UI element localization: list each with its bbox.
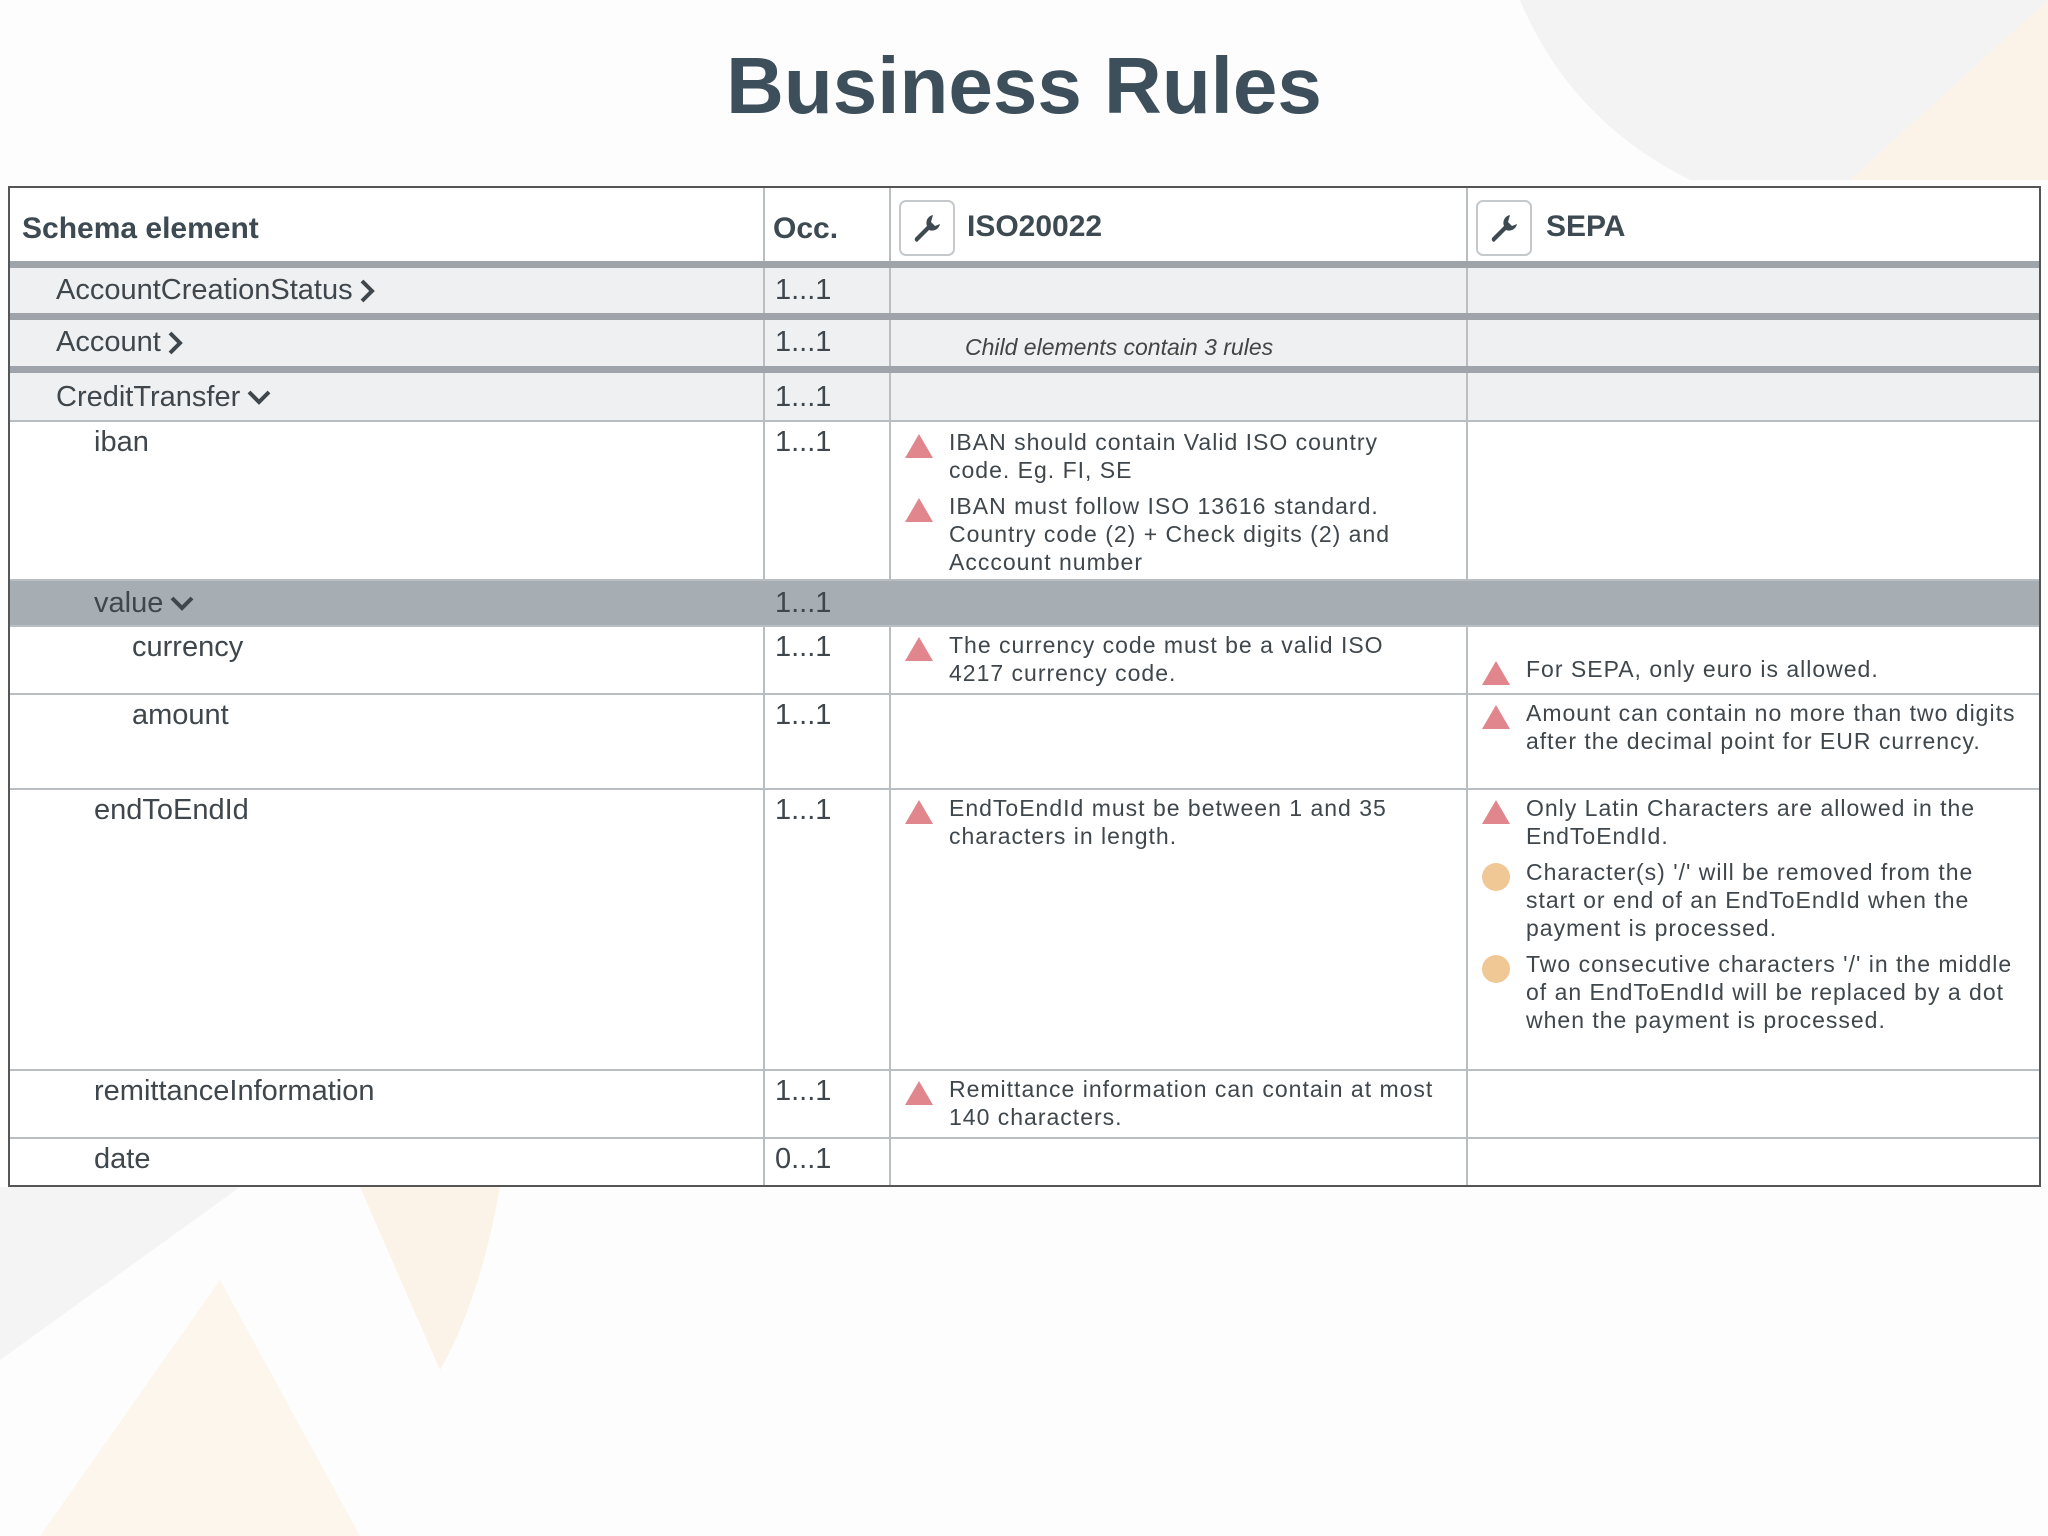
header-sepa-label: SEPA — [1546, 210, 1626, 243]
error-triangle-icon — [903, 798, 935, 826]
element-name: amount — [132, 699, 229, 731]
occurrence: 1...1 — [775, 699, 832, 731]
element-name: iban — [94, 426, 149, 458]
error-triangle-icon — [903, 1079, 935, 1107]
header-iso20022 — [891, 188, 1468, 261]
header-occ — [765, 188, 891, 261]
rule-item — [1480, 950, 2020, 1034]
element-name: AccountCreationStatus — [56, 274, 353, 306]
table-row[interactable] — [10, 422, 2039, 581]
table-row[interactable] — [10, 1071, 2039, 1139]
error-triangle-icon — [903, 635, 935, 663]
child-rules-summary: Child elements contain 3 rules — [965, 334, 1274, 360]
element-name: value — [94, 587, 164, 619]
rule-item — [1480, 699, 2020, 755]
wrench-icon — [1488, 212, 1522, 246]
business-rules-table — [8, 186, 2041, 1187]
rule-text: Two consecutive characters '/' in the middle of an EndToEndId will be replaced by a dot when the payment is processed. — [1526, 951, 2013, 1033]
element-name: Account — [56, 326, 161, 358]
element-name: currency — [132, 631, 244, 663]
sepa-settings-button[interactable] — [1476, 200, 1532, 256]
rule-item — [903, 428, 1443, 484]
occurrence: 0...1 — [775, 1143, 832, 1175]
rule-item — [1480, 794, 2020, 850]
header-sepa — [1468, 188, 2039, 261]
occurrence: 1...1 — [775, 631, 832, 663]
rule-item — [903, 631, 1443, 687]
occurrence: 1...1 — [775, 274, 832, 306]
table-row[interactable] — [10, 268, 2039, 320]
rule-text: EndToEndId must be between 1 and 35 characters in length. — [949, 795, 1387, 849]
table-row[interactable] — [10, 695, 2039, 790]
rule-text: Character(s) '/' will be removed from the start or end of an EndToEndId when the payment is processed. — [1526, 859, 1974, 941]
warning-circle-icon — [1480, 954, 1512, 986]
warning-circle-icon — [1480, 862, 1512, 894]
rule-text: Remittance information can contain at most 140 characters. — [949, 1076, 1434, 1130]
rule-text: The currency code must be a valid ISO 4217 currency code. — [949, 632, 1384, 686]
chevron-right-icon[interactable] — [359, 278, 377, 304]
occurrence: 1...1 — [775, 326, 832, 358]
occurrence: 1...1 — [775, 587, 832, 619]
chevron-right-icon[interactable] — [167, 330, 185, 356]
table-header-row — [10, 188, 2039, 268]
rule-item — [1480, 858, 2020, 942]
rule-item — [903, 794, 1443, 850]
page-title: Business Rules — [726, 41, 1322, 130]
header-occ-label: Occ. — [773, 212, 839, 245]
element-name: CreditTransfer — [56, 381, 241, 413]
element-name: date — [94, 1143, 151, 1175]
wrench-icon — [911, 212, 945, 246]
error-triangle-icon — [903, 432, 935, 460]
error-triangle-icon — [1480, 798, 1512, 826]
rule-item — [903, 492, 1443, 576]
header-iso-label: ISO20022 — [967, 210, 1103, 243]
occurrence: 1...1 — [775, 381, 832, 413]
occurrence: 1...1 — [775, 426, 832, 458]
table-row[interactable] — [10, 581, 2039, 627]
rule-item — [903, 1075, 1443, 1131]
element-name: remittanceInformation — [94, 1075, 375, 1107]
table-row[interactable] — [10, 790, 2039, 1071]
rule-item — [1480, 655, 2020, 683]
element-name: endToEndId — [94, 794, 249, 826]
rule-text: IBAN should contain Valid ISO country code. Eg. FI, SE — [949, 429, 1379, 483]
header-schema-element-label: Schema element — [22, 212, 259, 245]
table-row[interactable] — [10, 373, 2039, 422]
error-triangle-icon — [903, 496, 935, 524]
occurrence: 1...1 — [775, 794, 832, 826]
table-row[interactable] — [10, 320, 2039, 373]
error-triangle-icon — [1480, 703, 1512, 731]
header-schema-element — [10, 188, 765, 261]
rule-text: IBAN must follow ISO 13616 standard. Country code (2) + Check digits (2) and Acccount number — [949, 493, 1391, 575]
chevron-down-icon[interactable] — [169, 595, 195, 613]
rule-text: Only Latin Characters are allowed in the EndToEndId. — [1526, 795, 1976, 849]
rule-text: Amount can contain no more than two digits after the decimal point for EUR currency. — [1526, 700, 2016, 754]
iso-settings-button[interactable] — [899, 200, 955, 256]
rule-text: For SEPA, only euro is allowed. — [1526, 656, 1879, 682]
table-row[interactable] — [10, 1139, 2039, 1185]
chevron-down-icon[interactable] — [246, 389, 272, 407]
occurrence: 1...1 — [775, 1075, 832, 1107]
error-triangle-icon — [1480, 659, 1512, 687]
table-row[interactable] — [10, 627, 2039, 695]
